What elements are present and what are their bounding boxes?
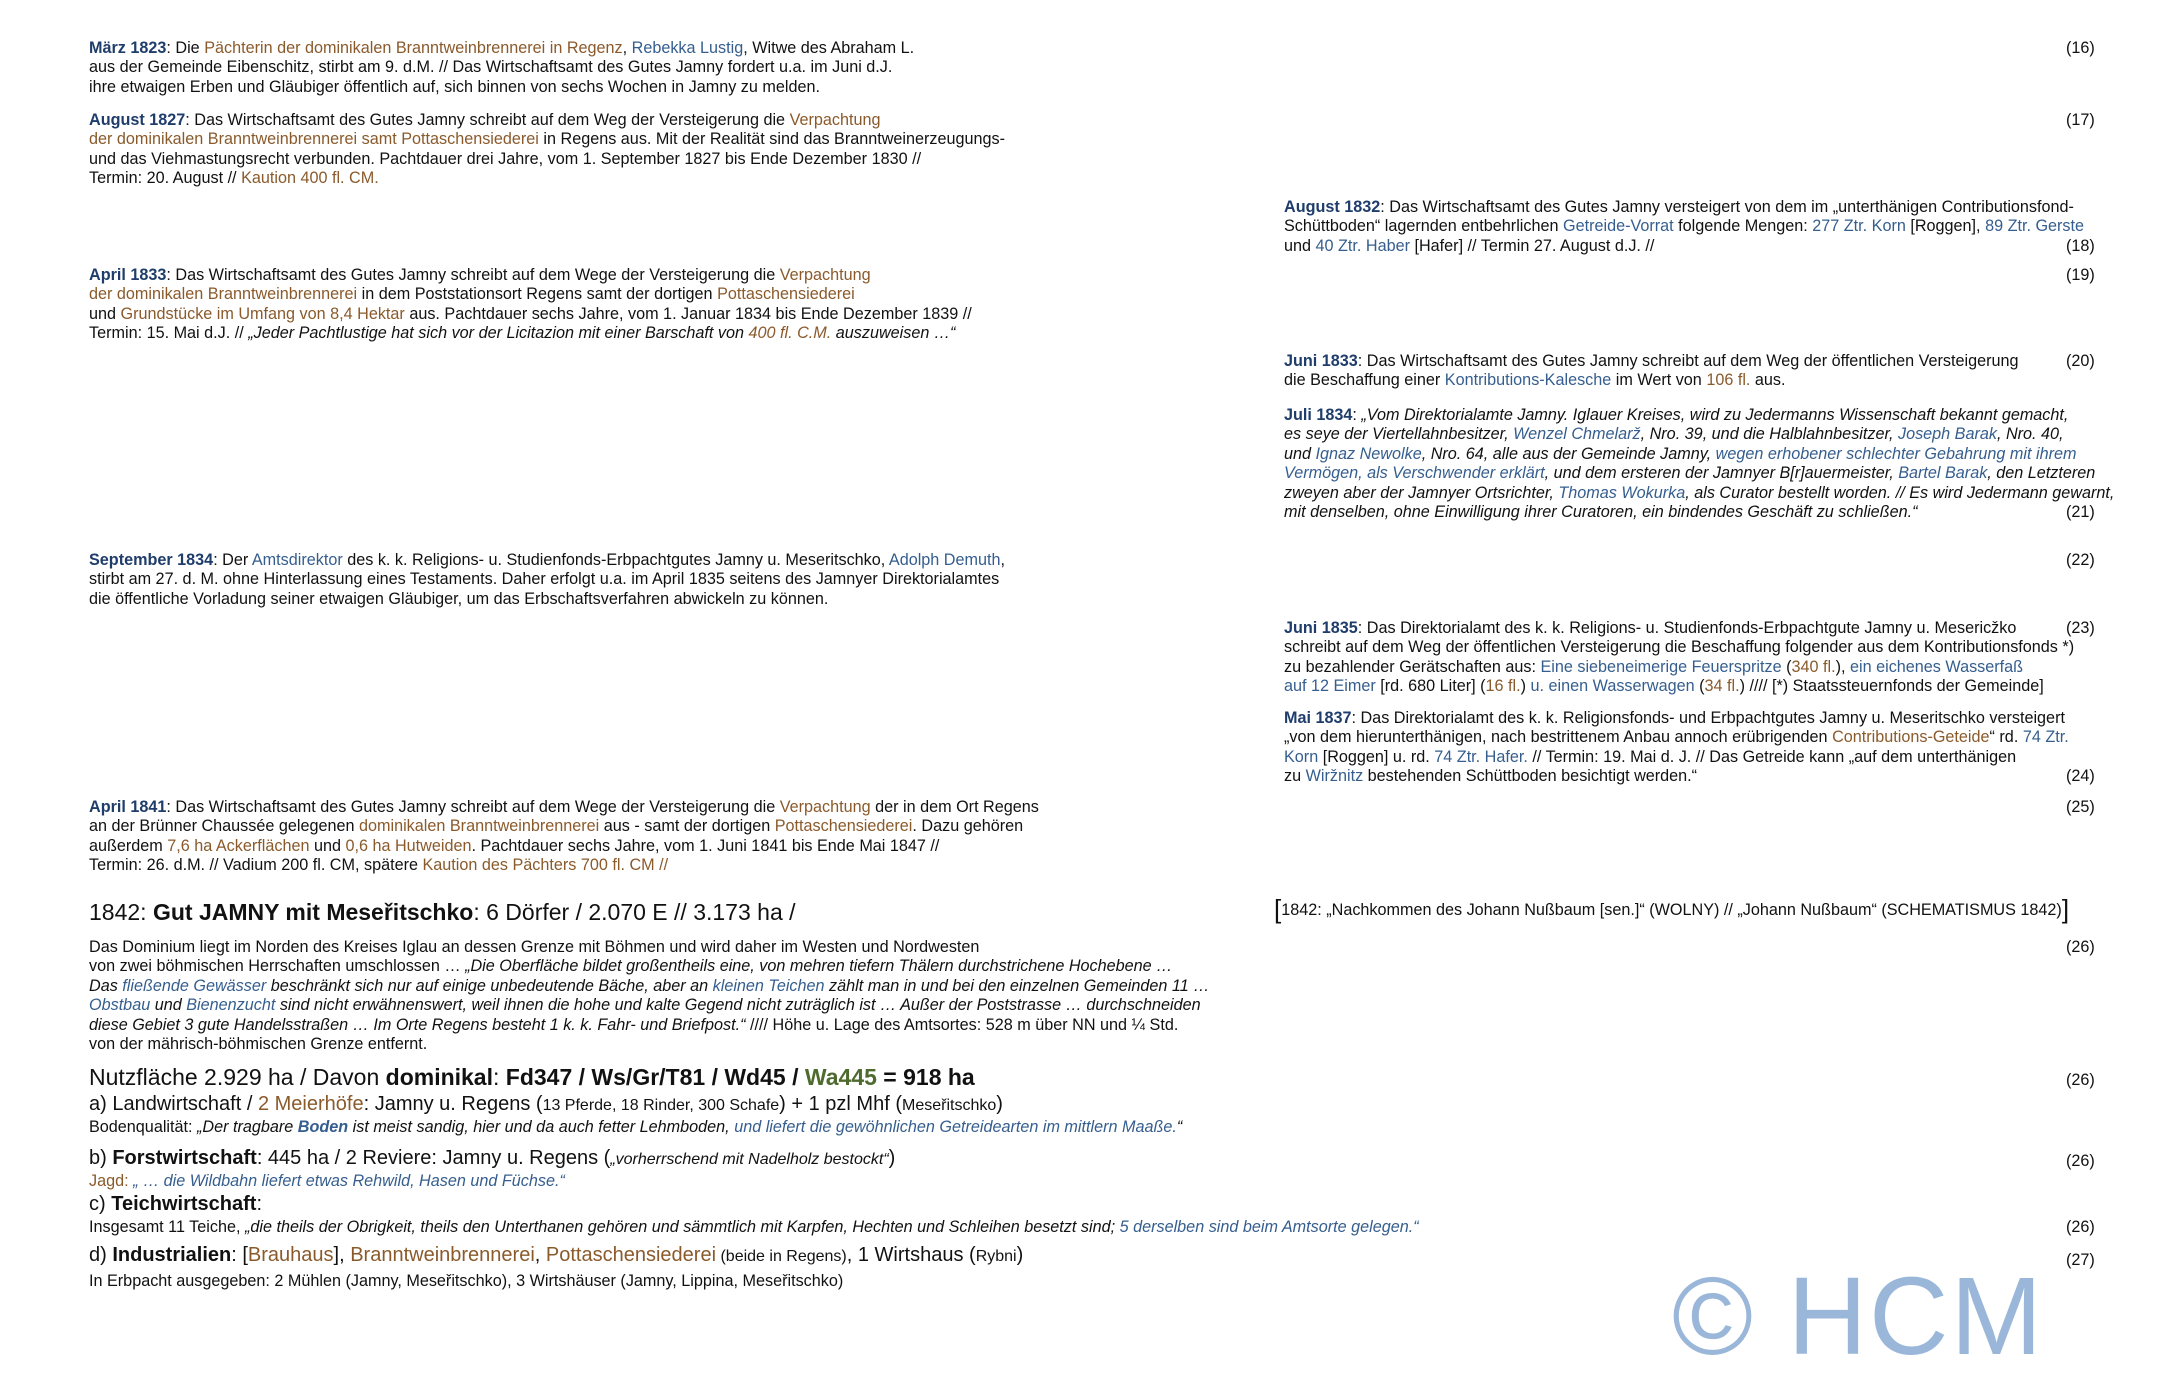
quote: zählt man in und bei den einzelnen Gemeinden 11 … [824, 976, 1210, 995]
quote: „Jeder Pachtlustige hat sich vor der Licitazion mit einer Barschaft von [248, 324, 749, 343]
quote: , und dem ersteren der Jamnyer B[r]auermeister, [1544, 464, 1899, 483]
text: an der Brünner Chaussée gelegenen [89, 817, 359, 836]
text: ], [333, 1244, 351, 1266]
text: : Das Direktorialamt des k. k. Religionsfonds- und Erbpachtgutes Jamny u. Meseritschko versteigert [1351, 709, 2065, 727]
highlight: der dominikalen Branntweinbrennerei [89, 285, 358, 304]
quote: „Vom Direktorialamte Jamny. Iglauer Kreises, wird zu Jedermanns Wissenschaft bekannt gemacht, [1361, 406, 2069, 424]
ref-number: (26) [2066, 1152, 2095, 1170]
highlight: Wa445 [804, 1064, 877, 1090]
text: (beide in Regens) [716, 1248, 847, 1265]
highlight: dominikalen Branntweinbrennerei [359, 817, 600, 836]
erbpacht: In Erbpacht ausgegeben: 2 Mühlen (Jamny, Meseřitschko), 3 Wirtshäuser (Jamny, Lippina, Meseřitschko) [89, 1272, 844, 1290]
quote: und [1284, 444, 1316, 463]
forstwirtschaft [89, 1146, 895, 1172]
text: , [534, 1244, 546, 1266]
text: Schüttboden“ lagernden entbehrlichen [1284, 217, 1563, 236]
text: [rd. 680 Liter] ( [1375, 677, 1486, 696]
text: . Pachtdauer sechs Jahre, vom 1. Juni 1841 bis Ende Mai 1847 // [471, 836, 940, 855]
text: bestehenden Schüttboden besichtigt werden.“ [1363, 767, 1698, 786]
text: : Das Wirtschaftsamt des Gutes Jamny schreibt auf dem Weg der öffentlichen Versteigerung [1357, 352, 2019, 370]
quote: mit denselben, ohne Einwilligung ihrer Curatoren, ein bindendes Geschäft zu schließen.“ [1284, 503, 1918, 522]
quote: es seye der Viertellahnbesitzer, [1284, 425, 1514, 444]
person-name: Bartel Barak [1898, 464, 1988, 483]
text-line: aus der Gemeinde Eibenschitz, stirbt am 9. d.M. // Das Wirtschaftsamt des Gutes Jamny fordert u.a. im Juni d.J. [89, 58, 893, 77]
person-name: Ignaz Newolke [1315, 444, 1422, 463]
ref-number: (18) [2066, 237, 2095, 255]
entry-date: August 1832 [1284, 198, 1381, 216]
text: und [309, 836, 346, 855]
text: . Dazu gehören [912, 817, 1024, 836]
highlight: Boden [297, 1118, 349, 1136]
quote: und [150, 996, 187, 1015]
entry-date: März 1823 [89, 39, 167, 57]
highlight: Korn [1284, 747, 1319, 766]
text: Termin: 20. August // [89, 169, 242, 188]
text-line: Das Dominium liegt im Norden des Kreises Iglau an dessen Grenze mit Böhmen und wird daher im Westen und Nordwesten [89, 938, 980, 956]
person-name: Thomas Wokurka [1558, 483, 1686, 502]
highlight: Kaution 400 fl. CM. [241, 169, 379, 188]
highlight: Getreide-Vorrat [1563, 217, 1674, 236]
text: aus. [1750, 371, 1786, 390]
text: : Das Wirtschaftsamt des Gutes Jamny schreibt auf dem Wege der Versteigerung die [166, 266, 780, 284]
highlight: 340 fl. [1791, 657, 1836, 676]
quote: „Der tragbare [197, 1118, 298, 1136]
text: : [493, 1064, 506, 1090]
highlight: 34 fl. [1704, 677, 1740, 696]
entry-1834-juli [1284, 406, 2114, 522]
text: 13 Pferde, 18 Rinder, 300 Schafe [542, 1097, 780, 1114]
text: in dem Poststationsort Regens samt der dortigen [357, 285, 718, 304]
bodenqualitaet [89, 1118, 1182, 1137]
quote: , Nro. 39, und die Halblahnbesitzer, [1640, 425, 1898, 444]
side-note [1274, 894, 2070, 924]
text: „von dem hierunterthänigen, nach bestrittenem Anbau annoch erübrigenden [1284, 728, 1833, 747]
ref-number: (27) [2066, 1251, 2095, 1269]
text: : Das Wirtschaftsamt des Gutes Jamny schreibt auf dem Wege der Versteigerung die [166, 798, 780, 816]
highlight: u. einen Wasserwagen [1530, 677, 1695, 696]
highlight: 40 Ztr. Haber [1315, 236, 1410, 255]
text: ( [1694, 677, 1705, 696]
text: : [256, 1193, 262, 1215]
highlight: 74 Ztr. Hafer. [1434, 747, 1528, 766]
highlight: 89 Ztr. Gerste [1985, 217, 2085, 236]
text: dominikal [385, 1064, 493, 1090]
highlight: Kontributions-Kalesche [1444, 371, 1612, 390]
quote: , Nro. 40, [1996, 425, 2064, 444]
entry-1827 [89, 111, 1005, 189]
highlight: 74 Ztr. [2022, 728, 2069, 747]
text: : Das Direktorialamt des k. k. Religions- u. Studienfonds-Erbpachtgute Jamny u. Mesericžko [1357, 619, 2017, 637]
quote: auszuweisen …“ [831, 324, 956, 343]
entry-1832 [1284, 198, 2084, 256]
text-line: die öffentliche Vorladung seiner etwaigen Gläubiger, um das Erbschaftsverfahren abwickeln zu können. [89, 589, 829, 608]
person-name: Rebekka Lustig [631, 39, 744, 57]
text: b) [89, 1147, 113, 1169]
quote: „die theils der Obrigkeit, theils den Unterthanen gehören und sämmtlich mit Karpfen, Hechten und Schleihen besetzt sind; [244, 1218, 1120, 1236]
entry-1833-april [89, 266, 972, 344]
estate-name: Gut JAMNY mit Meseřitschko [152, 899, 474, 925]
quote: , Nro. 64, alle aus der Gemeinde Jamny, [1421, 444, 1716, 463]
text: : Jamny u. Regens ( [363, 1093, 543, 1115]
text: Jagd: [89, 1172, 134, 1190]
text: 1842: [89, 899, 153, 925]
text: d) [89, 1244, 113, 1266]
highlight: Verpachtung [779, 266, 871, 284]
text: ) [1016, 1244, 1024, 1266]
ref-number: (26) [2066, 938, 2095, 956]
highlight: der dominikalen Branntweinbrennerei samt Pottaschensiederei [89, 130, 539, 149]
text: : Die [166, 39, 205, 57]
entry-date: Juli 1834 [1284, 406, 1353, 424]
highlight: Verpachtung [779, 798, 871, 816]
text: zu bezahlender Gerätschaften aus: [1284, 657, 1541, 676]
text: [Hafer] // Termin 27. August d.J. // [1409, 236, 1655, 255]
highlight: Amtsdirektor [251, 551, 343, 569]
quote: sind nicht erwähnenswert, weil ihnen die hohe und kalte Gegend nicht zuträglich ist … Außer der Poststrasse … durchschneiden [275, 996, 1201, 1015]
person-name: Wenzel Chmelarž [1513, 425, 1641, 444]
text: der in dem Ort Regens [870, 798, 1039, 816]
text: zu [1284, 767, 1306, 786]
entry-1834-september [89, 551, 1005, 609]
highlight: Pächterin der dominikalen Branntweinbrennerei in Regenz [204, 39, 623, 57]
text: Insgesamt 11 Teiche, [89, 1218, 245, 1236]
text: Meseřitschko [901, 1097, 997, 1114]
text: und [1284, 236, 1316, 255]
text-line: von der mährisch-böhmischen Grenze entfernt. [89, 1035, 428, 1054]
quote: diese Gebiet 3 gute Handelsstraßen … Im Orte Regens besteht 1 k. k. Fahr- und Briefpost.“ [89, 1015, 746, 1034]
entry-date: April 1833 [89, 266, 167, 284]
text: “ rd. [1989, 728, 2023, 747]
text: aus - samt der dortigen [599, 817, 775, 836]
entry-1837 [1284, 709, 2069, 787]
text: [Roggen] u. rd. [1318, 747, 1435, 766]
text: ) + 1 pzl Mhf ( [779, 1093, 902, 1115]
text: : 6 Dörfer / 2.070 E // 3.173 ha / [473, 899, 796, 925]
summary-heading [89, 898, 796, 926]
text: , Witwe des Abraham L. [743, 39, 915, 57]
text: ), [1835, 657, 1850, 676]
ref-number: (17) [2066, 111, 2095, 129]
highlight: auf 12 Eimer [1284, 677, 1376, 696]
text: Fd347 / Ws/Gr/T81 / Wd45 / [505, 1064, 805, 1090]
highlight: 277 Ztr. Korn [1812, 217, 1906, 236]
person-name: Joseph Barak [1897, 425, 1997, 444]
highlight: 106 fl. [1706, 371, 1751, 390]
ref-number: (16) [2066, 39, 2095, 57]
highlight: Kaution des Pächters 700 fl. CM // [422, 856, 669, 875]
highlight: Grundstücke im Umfang von 8,4 Hektar [120, 304, 405, 323]
text: die Beschaffung einer [1284, 371, 1445, 390]
quote: „vorherrschend mit Nadelholz bestockt“ [610, 1151, 889, 1168]
highlight: 16 fl. [1485, 677, 1521, 696]
text: : [ [231, 1244, 248, 1266]
text: ) [1520, 677, 1531, 696]
text: ) [996, 1093, 1003, 1115]
text: Teichwirtschaft [111, 1193, 257, 1215]
summary-description [89, 938, 1209, 1054]
text: ) [888, 1147, 896, 1169]
text: , [622, 39, 632, 57]
text: ) //// [*) Staatssteuernfonds der Gemeinde] [1739, 677, 2044, 696]
quote: Das [89, 976, 123, 995]
entry-date: April 1841 [89, 798, 167, 816]
highlight: Pottaschensiederei [545, 1244, 717, 1266]
text: von zwei böhmischen Herrschaften umschlossen … [89, 957, 466, 976]
highlight: Pottaschensiederei [774, 817, 913, 836]
quote: , den Letzteren [1987, 464, 2096, 483]
copyright-watermark: © HCM [1672, 1255, 2045, 1378]
highlight: fließende Gewässer [122, 976, 267, 995]
text: im Wert von [1611, 371, 1707, 390]
highlight: Bienenzucht [186, 996, 276, 1015]
text: = 918 ha [876, 1064, 975, 1090]
ref-number: (22) [2066, 551, 2095, 569]
highlight: ein eichenes Wasserfaß [1850, 657, 2024, 676]
highlight: 2 Meierhöfe [257, 1093, 364, 1115]
text: außerdem [89, 836, 168, 855]
quote: „ … die Wildbahn liefert etwas Rehwild, Hasen und Füchse.“ [133, 1172, 565, 1190]
industrialien [89, 1243, 1023, 1269]
text: in Regens aus. Mit der Realität sind das Branntweinerzeugungs- [538, 130, 1006, 149]
quote: , als Curator bestellt worden. // Es wird Jedermann gewarnt, [1685, 483, 2115, 502]
text: //// Höhe u. Lage des Amtsortes: 528 m über NN und ¼ Std. [745, 1015, 1179, 1034]
text: : 445 ha / 2 Reviere: Jamny u. Regens ( [256, 1147, 611, 1169]
text-line: und das Viehmastungsrecht verbunden. Pachtdauer drei Jahre, vom 1. September 1827 bis Ende Dezember 1830 // [89, 149, 922, 168]
entry-date: August 1827 [89, 111, 186, 129]
text: : [1352, 406, 1362, 424]
highlight: Obstbau [89, 996, 151, 1015]
quote: ist meist sandig, hier und da auch fetter Lehmboden, [348, 1118, 735, 1136]
ref-number: (26) [2066, 1218, 2095, 1236]
text: Termin: 15. Mai d.J. // [89, 324, 249, 343]
entry-date: Juni 1835 [1284, 619, 1358, 637]
entry-date: September 1834 [89, 551, 214, 569]
ref-number: (26) [2066, 1071, 2095, 1089]
ref-number: (21) [2066, 503, 2095, 521]
entry-1835 [1284, 619, 2074, 697]
landwirtschaft [89, 1092, 1003, 1118]
entry-date: Mai 1837 [1284, 709, 1352, 727]
text: Nutzfläche 2.929 ha / Davon [89, 1064, 386, 1090]
text: folgende Mengen: [1673, 217, 1813, 236]
text-line: ihre etwaigen Erben und Gläubiger öffentlich auf, sich binnen von sechs Wochen in Jamny zu melden. [89, 77, 820, 96]
quote: beschränkt sich nur auf einige unbedeutende Bäche, aber an [266, 976, 713, 995]
highlight: Eine siebeneimerige Feuerspritze [1540, 657, 1782, 676]
teiche [89, 1218, 1419, 1237]
text-line: stirbt am 27. d. M. ohne Hinterlassung eines Testaments. Daher erfolgt u.a. im April 1835 seitens des Jamnyer Direktorialamtes [89, 570, 1000, 589]
person-name: Adolph Demuth [888, 551, 1001, 569]
highlight: und liefert die gewöhnlichen Getreidearten im mittlern Maaße. [734, 1118, 1177, 1136]
quote: „Die Oberfläche bildet großentheils eine, von mehren tiefern Thälern durchstrichene Hochebene … [465, 957, 1173, 976]
highlight: Contributions-Geteide [1832, 728, 1990, 747]
ref-number: (20) [2066, 352, 2095, 370]
highlight: 5 derselben sind beim Amtsorte gelegen.“ [1119, 1218, 1419, 1236]
highlight: wegen erhobener schlechter Gebahrung mit ihrem [1715, 444, 2077, 463]
quote: zweyen aber der Jamnyer Ortsrichter, [1284, 483, 1559, 502]
ref-number: (25) [2066, 798, 2095, 816]
highlight: Brauhaus [247, 1244, 334, 1266]
bracket: ] [2061, 894, 2070, 924]
text: Termin: 26. d.M. // Vadium 200 fl. CM, spätere [89, 856, 423, 875]
ref-number: (23) [2066, 619, 2095, 637]
text: , [1000, 551, 1005, 569]
highlight: Vermögen, als Verschwender erklärt [1284, 464, 1545, 483]
entry-1823 [89, 39, 914, 97]
text: Rybni [975, 1248, 1017, 1265]
nutzflaeche [89, 1063, 975, 1091]
text: : Das Wirtschaftsamt des Gutes Jamny versteigert von dem im „unterthänigen Contributionsfond- [1380, 198, 2074, 216]
highlight: 0,6 ha Hutweiden [345, 836, 472, 855]
text: c) [89, 1193, 112, 1215]
teichwirtschaft [89, 1192, 262, 1217]
highlight: Verpachtung [789, 111, 881, 129]
entry-1841 [89, 798, 1039, 876]
quote: “ [1176, 1118, 1183, 1136]
text: // Termin: 19. Mai d. J. // Das Getreide kann „auf dem unterthänigen [1527, 747, 2017, 766]
highlight: 7,6 ha Ackerflächen [167, 836, 310, 855]
text: : Der [213, 551, 252, 569]
text: , 1 Wirtshaus ( [846, 1244, 976, 1266]
entry-date: Juni 1833 [1284, 352, 1358, 370]
text: Forstwirtschaft [112, 1147, 257, 1169]
place-name: Wiržnitz [1305, 767, 1364, 786]
text-line: schreibt auf dem Weg der öffentlichen Versteigerung die Beschaffung folgender aus dem Kontributionsfonds *) [1284, 638, 2075, 657]
highlight: 400 fl. C.M. [748, 324, 832, 343]
jagd [89, 1172, 565, 1191]
text: und [89, 304, 121, 323]
highlight: Branntweinbrennerei [350, 1244, 535, 1266]
text: des k. k. Religions- u. Studienfonds-Erbpachtgutes Jamny u. Meseritschko, [342, 551, 889, 569]
text: a) Landwirtschaft / [89, 1093, 258, 1115]
bracket: [ [1274, 894, 1282, 924]
ref-number: (24) [2066, 767, 2095, 785]
text: 1842: „Nachkommen des Johann Nußbaum [sen.]“ (WOLNY) // „Johann Nußbaum“ (SCHEMATISMUS 1842) [1281, 901, 2062, 919]
text: Bodenqualität: [89, 1118, 198, 1136]
highlight: Pottaschensiederei [717, 285, 855, 304]
text: [Roggen], [1905, 217, 1986, 236]
ref-number: (19) [2066, 266, 2095, 284]
text: : Das Wirtschaftsamt des Gutes Jamny schreibt auf dem Weg der Versteigerung die [185, 111, 790, 129]
text: Industrialien [112, 1244, 232, 1266]
highlight: kleinen Teichen [712, 976, 825, 995]
entry-1833-juni [1284, 352, 2019, 391]
text: ( [1781, 657, 1792, 676]
text: aus. Pachtdauer sechs Jahre, vom 1. Januar 1834 bis Ende Dezember 1839 // [404, 304, 972, 323]
